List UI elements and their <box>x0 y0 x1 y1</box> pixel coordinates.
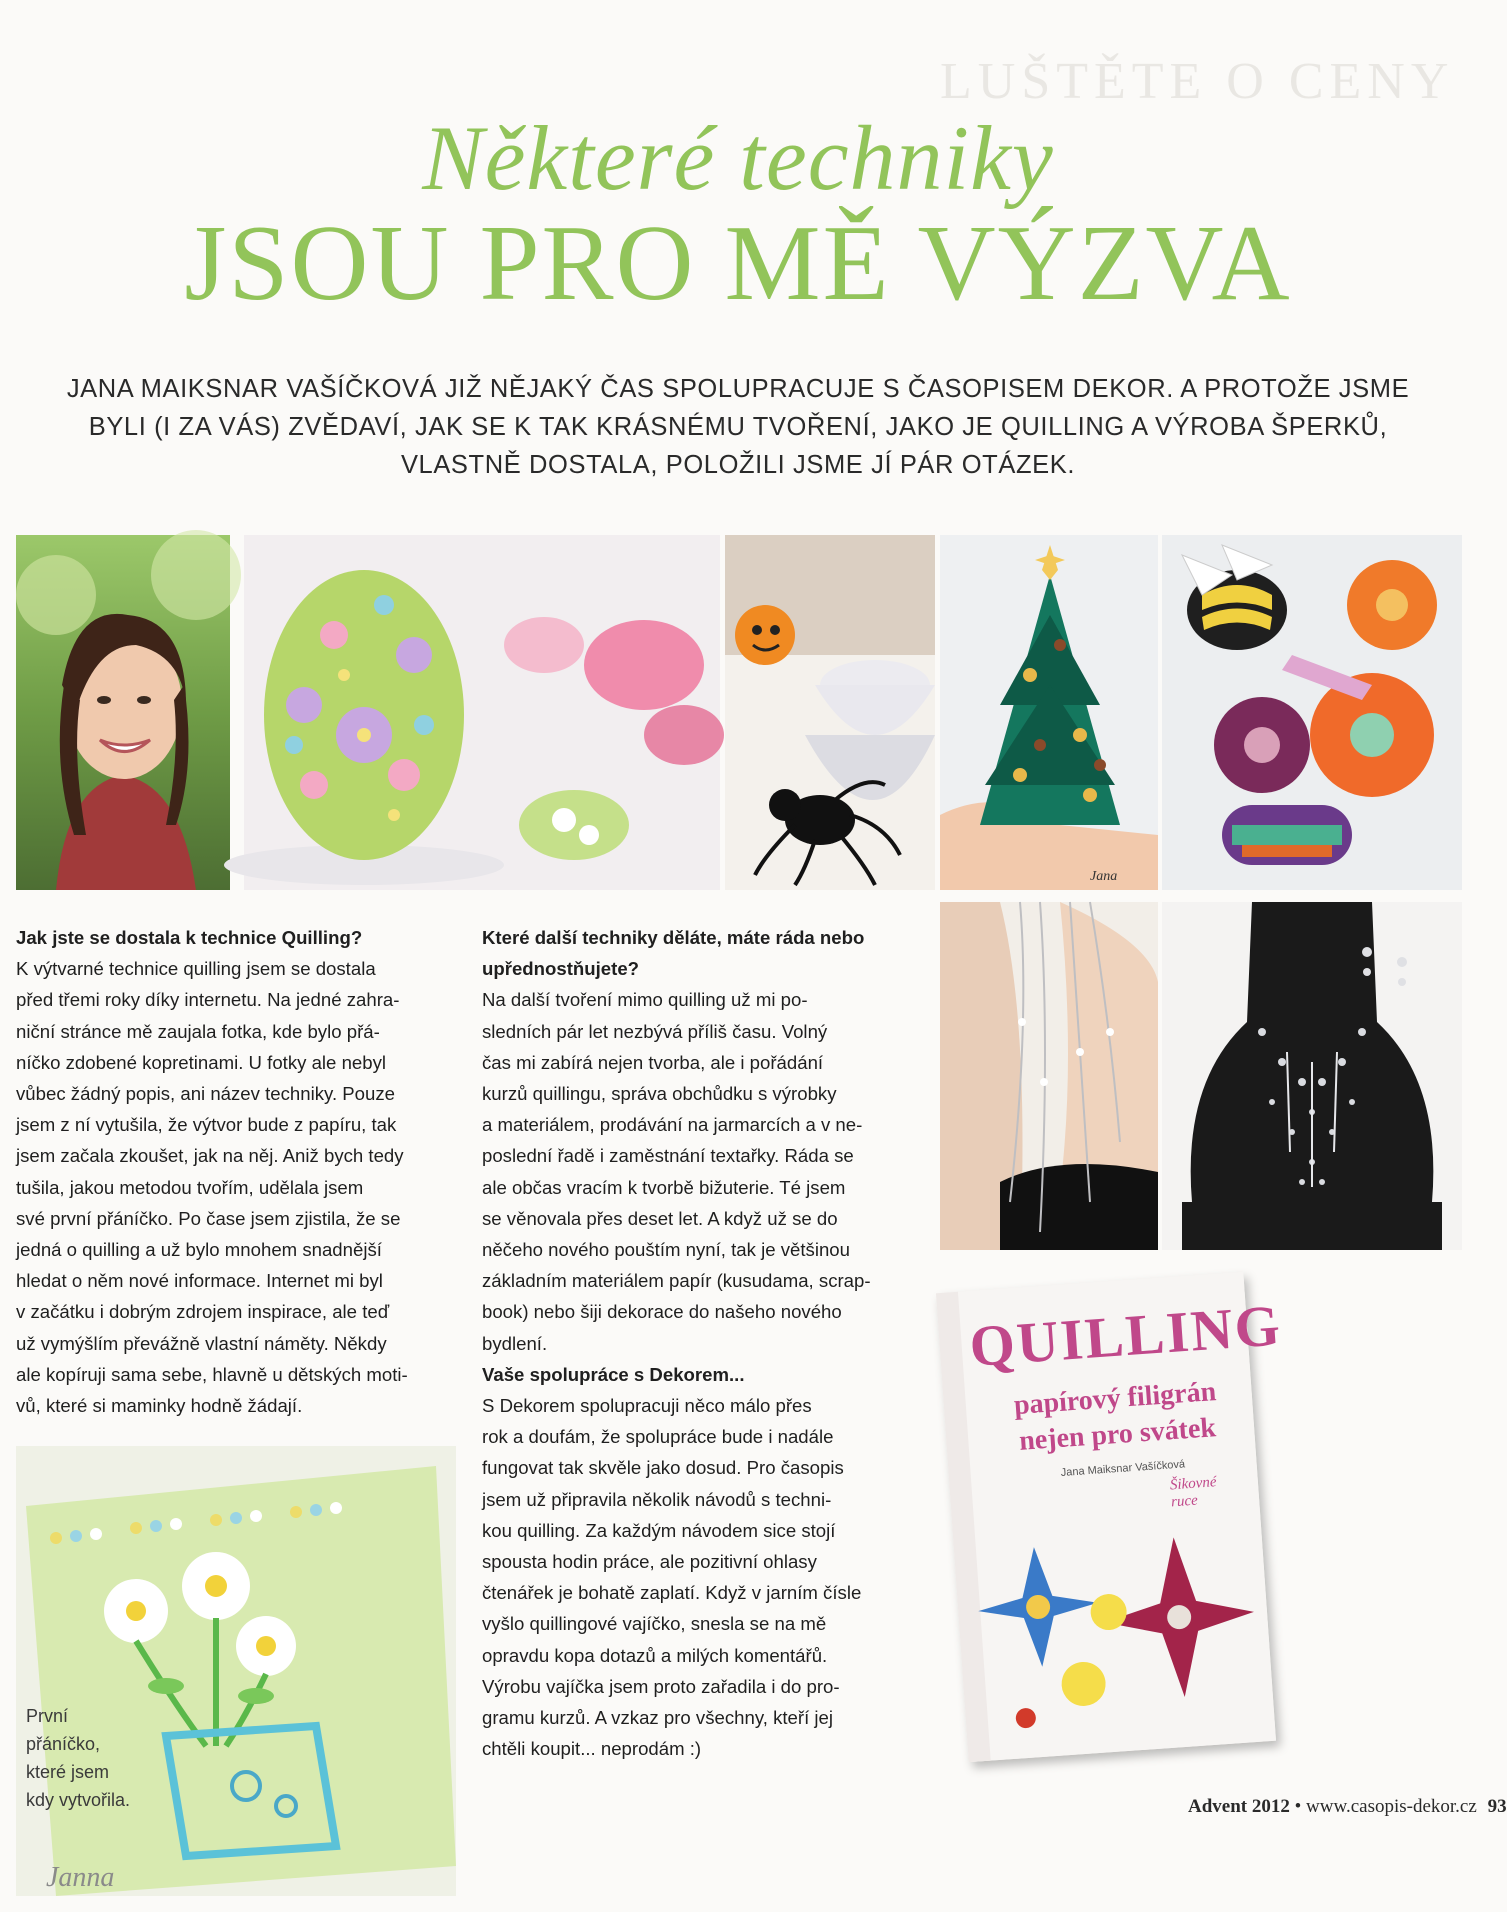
footer-site: www.casopis-dekor.cz <box>1306 1796 1477 1817</box>
lead-line: BYLI (I ZA VÁS) ZVĚDAVÍ, JAK SE K TAK KRÁSNÉMU TVOŘENÍ, JAKO JE QUILLING A VÝROBA ŠPERKŮ, <box>88 413 1388 441</box>
book-subtitle-line: nejen pro svátek <box>1018 1412 1217 1457</box>
text-line: jedná o quilling a už bylo mnohem snadnější <box>16 1239 382 1261</box>
svg-text:Janna: Janna <box>46 1862 115 1893</box>
portrait-photo <box>16 535 230 890</box>
caption-line: První <box>26 1706 69 1726</box>
question-heading <box>482 922 927 984</box>
question-line: upřednostňujete? <box>482 958 640 980</box>
text-line: se věnovala přes deset let. A když už se do <box>482 1207 838 1229</box>
text-line: čtenářek je bohatě zaplatí. Když v jarním čísle <box>482 1582 862 1604</box>
question-line: Které další techniky děláte, máte ráda nebo <box>482 927 865 948</box>
text-line: ale občas vracím k tvorbě bižuterie. Té jsem <box>482 1176 846 1198</box>
text-line: S Dekorem spolupracuji něco málo přes <box>482 1395 812 1417</box>
bee-flowers-photo <box>1162 535 1462 890</box>
lead-line: VLASTNĚ DOSTALA, POLOŽILI JSME JÍ PÁR OTÁZEK. <box>400 451 1076 479</box>
card-caption <box>26 1702 130 1814</box>
text-line: kurzů quillingu, správa obchůdku s výrobky <box>482 1083 837 1105</box>
answer-paragraph <box>16 953 456 1421</box>
text-line: poslední řadě i zaměstnání textařky. Ráda se <box>482 1145 854 1167</box>
answer-paragraph <box>482 984 927 1358</box>
title-caps: JSOU PRO MĚ VÝZVA <box>184 204 1292 323</box>
text-line: bydlení. <box>482 1332 548 1354</box>
caption-line: přáníčko, <box>26 1734 101 1754</box>
text-line: spousta hodin práce, ale pozitivní ohlasy <box>482 1551 817 1573</box>
necklace-on-body-photo <box>940 902 1158 1250</box>
text-line: něčeho nového pouštím nyní, tak je většinou <box>482 1239 850 1261</box>
book-title: QUILLING <box>967 1292 1284 1380</box>
text-line: a materiálem, prodávání na jarmarcích a v ne- <box>482 1114 863 1136</box>
text-line: opravdu kopa dotazů a milých komentářů. <box>482 1644 828 1666</box>
lead-paragraph <box>30 370 1446 484</box>
text-line: Na další tvoření mimo quilling už mi po- <box>482 989 808 1011</box>
halloween-quilling-photo <box>725 535 935 890</box>
text-line: niční stránce mě zaujala fotka, kde bylo přá- <box>16 1020 380 1042</box>
page-number: 93 <box>1487 1796 1507 1817</box>
text-line: ale kopíruji sama sebe, hlavně u dětských moti- <box>16 1363 408 1385</box>
text-line: hledat o něm nové informace. Internet mi byl <box>16 1270 383 1292</box>
question-heading: Vaše spolupráce s Dekorem... <box>482 1363 745 1385</box>
book-subtitle <box>1013 1374 1220 1460</box>
text-line: čas mi zabírá nejen tvorba, ale i pořádání <box>482 1051 824 1073</box>
text-line: sledních pár let nezbývá příliš času. Volný <box>482 1020 828 1042</box>
text-line: kou quilling. Za každým návodem sice stojí <box>482 1519 836 1541</box>
text-line: tušila, jakou metodou tvořím, udělala jsem <box>16 1176 364 1198</box>
text-line: vůbec žádný popis, ani název techniky. Pouze <box>16 1083 395 1105</box>
christmas-tree-photo <box>940 535 1158 890</box>
book-author: Jana Maiksnar Vašíčková <box>1060 1458 1186 1480</box>
book-series: Šikovné ruce <box>1169 1474 1218 1511</box>
text-line: před třemi roky díky internetu. Na jedné zahra- <box>16 989 400 1011</box>
quilled-egg-photo <box>244 535 720 890</box>
text-line: chtěli koupit... neprodám :) <box>482 1738 702 1760</box>
answer-paragraph <box>482 1390 927 1764</box>
text-line: už vymýšlím převážně vlastní náměty. Někdy <box>16 1332 387 1354</box>
text-line: rok a doufám, že spolupráce bude i nadále <box>482 1426 834 1448</box>
text-line: jsem už připravila několik návodů s techni- <box>482 1488 832 1510</box>
caption-line: kdy vytvořila. <box>26 1790 131 1810</box>
column-left <box>16 922 456 1421</box>
text-line: gramu kurzů. A vzkaz pro všechny, kteří jej <box>482 1707 834 1729</box>
text-line: své první přáníčko. Po čase jsem zjistila, že se <box>16 1207 401 1229</box>
text-line: Výrobu vajíčka jsem proto zařadila i do pro- <box>482 1675 840 1697</box>
text-line: v začátku i dobrým zdrojem inspirace, ale teď <box>16 1301 390 1323</box>
footer-edition: Advent 2012 <box>1188 1796 1290 1817</box>
text-line: fungovat tak skvěle jako dosud. Pro časopis <box>482 1457 844 1479</box>
title-script: Některé techniky <box>422 107 1054 209</box>
text-line: K výtvarné technice quilling jsem se dostala <box>16 958 376 980</box>
text-line: book) nebo šiji dekorace do našeho nového <box>482 1301 842 1323</box>
text-line: níčko zdobené kopretinami. U fotky ale nebyl <box>16 1051 387 1073</box>
text-line: vyšlo quillingové vajíčko, snesla se na mě <box>482 1613 827 1635</box>
book-subtitle-line: papírový filigrán <box>1012 1376 1218 1422</box>
text-line: vů, které si maminky hodně žádají. <box>16 1395 303 1417</box>
column-middle <box>482 922 927 1764</box>
background-ghost-text: LUŠTĚTE O CENY <box>940 53 1455 110</box>
text-line: základním materiálem papír (kusudama, scrap- <box>482 1270 871 1292</box>
book-cover <box>936 1272 1284 1762</box>
svg-text:Jana: Jana <box>1090 869 1118 884</box>
first-card-photo <box>16 1446 456 1896</box>
question-heading: Jak jste se dostala k technice Quilling? <box>16 927 363 948</box>
lead-line: JANA MAIKSNAR VAŠÍČKOVÁ JIŽ NĚJAKÝ ČAS SPOLUPRACUJE S ČASOPISEM DEKOR. A PROTOŽE JSME <box>66 375 1410 403</box>
text-line: jsem z ní vytušila, že výtvor bude z papíru, tak <box>16 1114 397 1136</box>
beaded-necklace-bust-photo <box>1162 902 1462 1250</box>
caption-line: které jsem <box>26 1762 110 1782</box>
footer-bullet: • <box>1294 1796 1302 1817</box>
text-line: jsem začala zkoušet, jak na něj. Aniž bych tedy <box>16 1145 404 1167</box>
page-footer <box>1188 1796 1507 1818</box>
